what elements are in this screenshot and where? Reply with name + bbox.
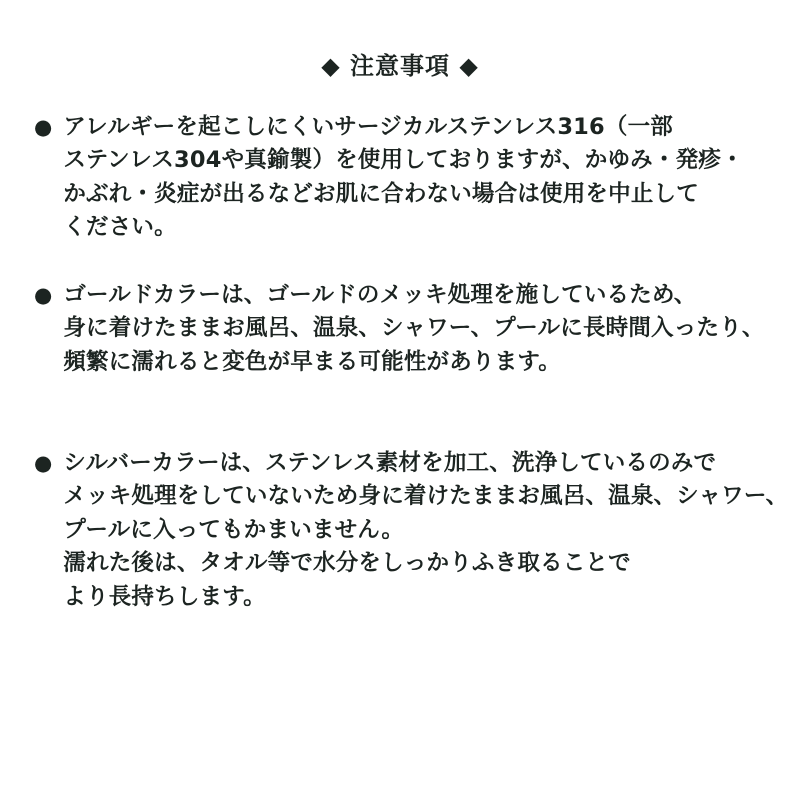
bullet-icon: ● <box>34 115 53 139</box>
bullet-icon: ● <box>34 451 53 475</box>
notice-line: アレルギーを起こしにくいサージカルステンレス316（一部 <box>63 114 673 140</box>
notice-line: シルバーカラーは、ステンレス素材を加工、洗浄しているのみで <box>63 450 717 476</box>
bullet-icon: ● <box>34 283 53 307</box>
notice-item-text <box>63 111 743 245</box>
page-title: ◆ 注意事項 ◆ <box>321 52 479 80</box>
notice-line: ください。 <box>63 214 177 241</box>
notice-line: ゴールドカラーは、ゴールドのメッキ処理を施しているため、 <box>63 282 697 308</box>
notice-line: メッキ処理をしていないため身に着けたままお風呂、温泉、シャワー、 <box>63 483 789 510</box>
notice-item-silver-color <box>34 447 788 614</box>
notice-line: 頻繁に濡れると変色が早まる可能性があります。 <box>63 348 561 375</box>
notice-item-gold-color <box>34 279 765 379</box>
notice-line: プールに入ってもかまいません。 <box>63 516 405 543</box>
notice-line: 身に着けたままお風呂、温泉、シャワー、プールに長時間入ったり、 <box>63 315 765 342</box>
notice-line: より長持ちします。 <box>63 583 266 610</box>
notice-item-text <box>63 279 764 379</box>
notice-line: かぶれ・炎症が出るなどお肌に合わない場合は使用を中止して <box>63 180 699 207</box>
notice-line: ステンレス304や真鍮製）を使用しておりますが、かゆみ・発疹・ <box>63 147 744 174</box>
notice-item-text <box>63 447 788 614</box>
notice-line: 濡れた後は、タオル等で水分をしっかりふき取ることで <box>63 550 631 577</box>
notice-item-allergy <box>34 111 744 245</box>
